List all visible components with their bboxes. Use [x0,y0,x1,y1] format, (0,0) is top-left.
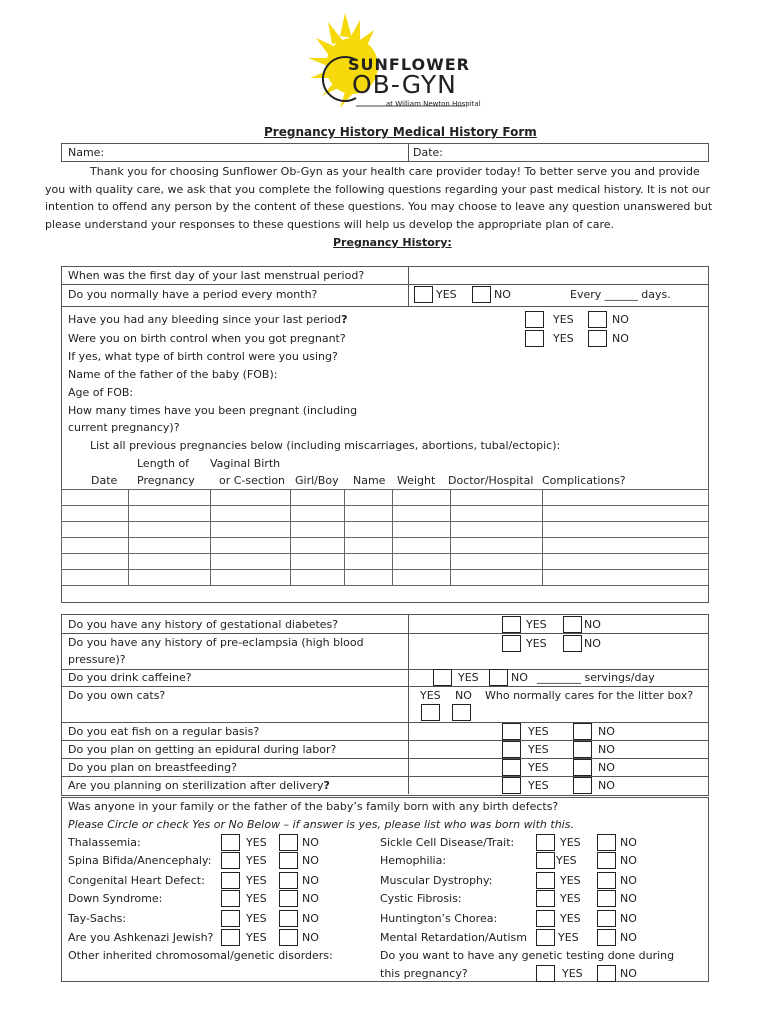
down-syndrome-no-label: NO [302,892,319,905]
hemophilia-no-checkbox[interactable] [597,852,616,869]
intro-line-4: please understand your responses to these questions will help us develop the appropriate plan of care. [45,218,615,231]
defect-spina-bifida: Spina Bifida/Anencephaly: [68,854,212,867]
hemophilia-no-label: NO [620,854,637,867]
birth-control-no-label: NO [612,332,629,345]
defect-down-syndrome: Down Syndrome: [68,892,163,905]
tay-sachs-yes-label: YES [246,912,267,925]
q-fob-age: Age of FOB: [68,386,134,399]
defect-mental-retardation: Mental Retardation/Autism [380,931,527,944]
defect-cystic-fibrosis: Cystic Fibrosis: [380,892,462,905]
thalassemia-no-label: NO [302,836,319,849]
q-times-pregnant-1: How many times have you been pregnant (including [68,404,358,417]
col-doctor: Doctor/Hospital [448,474,534,487]
q-other-disorders: Other inherited chromosomal/genetic disorders: [68,949,333,962]
ashkenazi-yes-label: YES [246,931,267,944]
diabetes-yes-checkbox[interactable] [502,616,521,633]
q-sterilization [68,779,330,793]
diabetes-no-label: NO [584,618,601,631]
logo-line3: at William Newton Hospital [386,100,481,108]
col-girlboy: Girl/Boy [295,474,339,487]
name-field[interactable] [110,145,400,160]
ashkenazi-no-checkbox[interactable] [279,929,298,946]
preeclampsia-no-label: NO [584,637,601,650]
q-times-pregnant-2: current pregnancy)? [68,421,180,434]
q-caffeine: Do you drink caffeine? [68,671,192,684]
huntingtons-no-checkbox[interactable] [597,910,616,927]
epidural-no-checkbox[interactable] [573,741,592,758]
cats-yes-label: YES [420,689,441,702]
q-bleeding-text: Have you had any bleeding since your last period [68,313,342,326]
cystic-fibrosis-no-label: NO [620,892,637,905]
col-name: Name [353,474,386,487]
intro-line-1: Thank you for choosing Sunflower Ob-Gyn as your health care provider today! To better serve you and provide [90,165,700,178]
intro-line-2: you with quality care, we ask that you complete the following questions regarding your past medical history. It is not our [45,183,711,196]
page-title: Pregnancy History Medical History Form [264,125,537,139]
cats-no-checkbox[interactable] [452,704,471,721]
col-complications: Complications? [542,474,626,487]
q-preeclampsia-1: Do you have any history of pre-eclampsia (high blood [68,636,364,649]
hemophilia-yes-label: YES [556,854,577,867]
bleeding-no-checkbox[interactable] [588,311,607,328]
defect-hemophilia: Hemophilia: [380,854,447,867]
tay-sachs-yes-checkbox[interactable] [221,910,240,927]
breastfeeding-no-label: NO [598,761,615,774]
muscular-dystrophy-yes-checkbox[interactable] [536,872,555,889]
preeclampsia-yes-checkbox[interactable] [502,635,521,652]
defect-tay-sachs: Tay-Sachs: [68,912,127,925]
huntingtons-yes-checkbox[interactable] [536,910,555,927]
fish-no-checkbox[interactable] [573,723,592,740]
birth-defects-question: Was anyone in your family or the father of the baby’s family born with any birth defects? [68,800,559,813]
tay-sachs-no-label: NO [302,912,319,925]
birth-control-no-checkbox[interactable] [588,330,607,347]
q-sterilization-mark: ? [323,779,330,792]
sterilization-yes-label: YES [528,779,549,792]
birth-control-yes-checkbox[interactable] [525,330,544,347]
table-row [62,570,709,586]
q-gestational-diabetes: Do you have any history of gestational diabetes? [68,618,339,631]
defect-muscular-dystrophy: Muscular Dystrophy: [380,874,493,887]
col-weight: Weight [397,474,436,487]
q-sterilization-text: Are you planning on sterilization after delivery [68,779,324,792]
mental-retardation-no-checkbox[interactable] [597,929,616,946]
date-label: Date: [413,146,443,159]
ashkenazi-no-label: NO [302,931,319,944]
defect-sickle-cell: Sickle Cell Disease/Trait: [380,836,515,849]
fish-no-label: NO [598,725,615,738]
table-row [62,522,709,538]
caffeine-yes-label: YES [458,671,479,684]
col-pregnancy: Pregnancy [137,474,195,487]
huntingtons-no-label: NO [620,912,637,925]
period-yes-checkbox[interactable] [414,286,433,303]
q-epidural: Do you plan on getting an epidural during labor? [68,743,337,756]
table-row [62,554,709,570]
sickle-cell-yes-label: YES [560,836,581,849]
q-birth-control: Were you on birth control when you got pregnant? [68,332,346,345]
caffeine-no-label: NO [511,671,528,684]
col-length-top: Length of [137,457,190,470]
diabetes-no-checkbox[interactable] [563,616,582,633]
mental-retardation-yes-checkbox[interactable] [536,929,555,946]
name-label: Name: [68,146,105,159]
bleeding-no-label: NO [612,313,629,326]
thalassemia-no-checkbox[interactable] [279,834,298,851]
q-bleeding [68,313,348,327]
tay-sachs-no-checkbox[interactable] [279,910,298,927]
q-period-every-month: Do you normally have a period every month? [68,288,318,301]
spina-bifida-yes-checkbox[interactable] [221,852,240,869]
thalassemia-yes-checkbox[interactable] [221,834,240,851]
sterilization-no-label: NO [598,779,615,792]
sickle-cell-yes-checkbox[interactable] [536,834,555,851]
q-own-cats: Do you own cats? [68,689,166,702]
cystic-fibrosis-no-checkbox[interactable] [597,890,616,907]
sickle-cell-no-checkbox[interactable] [597,834,616,851]
genetic-testing-no-label: NO [620,967,637,980]
huntingtons-yes-label: YES [560,912,581,925]
heart-no-checkbox[interactable] [279,872,298,889]
genetic-testing-yes-checkbox[interactable] [536,965,555,982]
sterilization-yes-checkbox[interactable] [502,777,521,794]
table-row [62,506,709,522]
q-genetic-testing-2: this pregnancy? [380,967,468,980]
muscular-dystrophy-no-checkbox[interactable] [597,872,616,889]
cystic-fibrosis-yes-checkbox[interactable] [536,890,555,907]
defect-huntingtons: Huntington’s Chorea: [380,912,498,925]
hemophilia-yes-checkbox[interactable] [536,852,555,869]
muscular-dystrophy-yes-label: YES [560,874,581,887]
period-no-label: NO [494,288,511,301]
thalassemia-yes-label: YES [246,836,267,849]
fish-yes-label: YES [528,725,549,738]
heart-no-label: NO [302,874,319,887]
intro-line-3: intention to offend any person by the content of these questions. You may choose to leave any question unanswered but [45,200,713,213]
preeclampsia-yes-label: YES [526,637,547,650]
period-every-days: Every ______ days. [570,288,671,301]
defect-thalassemia: Thalassemia: [68,836,141,849]
down-syndrome-no-checkbox[interactable] [279,890,298,907]
pregnancies-table [61,489,709,586]
q-bleeding-mark: ? [341,313,348,326]
caffeine-yes-checkbox[interactable] [433,669,452,686]
table-row [62,490,709,506]
logo-line2: OB-GYN [352,70,457,99]
bleeding-yes-label: YES [553,313,574,326]
muscular-dystrophy-no-label: NO [620,874,637,887]
litter-box-question: Who normally cares for the litter box? [485,689,694,702]
breastfeeding-yes-checkbox[interactable] [502,759,521,776]
q-breastfeeding: Do you plan on breastfeeding? [68,761,237,774]
birth-control-yes-label: YES [553,332,574,345]
caffeine-servings: ________ servings/day [537,671,655,684]
q-birth-control-type: If yes, what type of birth control were you using? [68,350,338,363]
sterilization-no-checkbox[interactable] [573,777,592,794]
birth-defects-instruction: Please Circle or check Yes or No Below – if answer is yes, please list who was born with this. [68,818,574,831]
q-eat-fish: Do you eat fish on a regular basis? [68,725,260,738]
table-row [62,538,709,554]
period-no-checkbox[interactable] [472,286,491,303]
epidural-no-label: NO [598,743,615,756]
spina-bifida-no-checkbox[interactable] [279,852,298,869]
cats-no-label: NO [455,689,472,702]
col-vaginal-top: Vaginal Birth [210,457,281,470]
col-date: Date [91,474,118,487]
down-syndrome-yes-checkbox[interactable] [221,890,240,907]
preeclampsia-no-checkbox[interactable] [563,635,582,652]
fish-yes-checkbox[interactable] [502,723,521,740]
down-syndrome-yes-label: YES [246,892,267,905]
caffeine-no-checkbox[interactable] [489,669,508,686]
epidural-yes-checkbox[interactable] [502,741,521,758]
diabetes-yes-label: YES [526,618,547,631]
ashkenazi-yes-checkbox[interactable] [221,929,240,946]
period-yes-label: YES [436,288,457,301]
spina-bifida-no-label: NO [302,854,319,867]
cystic-fibrosis-yes-label: YES [560,892,581,905]
bleeding-yes-checkbox[interactable] [525,311,544,328]
spina-bifida-yes-label: YES [246,854,267,867]
breastfeeding-yes-label: YES [528,761,549,774]
genetic-testing-yes-label: YES [562,967,583,980]
epidural-yes-label: YES [528,743,549,756]
date-field[interactable] [450,145,700,160]
q-fob-name: Name of the father of the baby (FOB): [68,368,278,381]
list-pregnancies-label: List all previous pregnancies below (including miscarriages, abortions, tubal/ectopic): [90,439,561,452]
section-title: Pregnancy History: [333,236,452,249]
mental-retardation-no-label: NO [620,931,637,944]
sunflower-logo [300,8,481,113]
q-preeclampsia-2: pressure)? [68,653,126,666]
sickle-cell-no-label: NO [620,836,637,849]
genetic-testing-no-checkbox[interactable] [597,965,616,982]
mental-retardation-yes-label: YES [558,931,579,944]
heart-yes-checkbox[interactable] [221,872,240,889]
heart-yes-label: YES [246,874,267,887]
col-csection: or C-section [219,474,286,487]
breastfeeding-no-checkbox[interactable] [573,759,592,776]
q-ashkenazi: Are you Ashkenazi Jewish? [68,931,214,944]
q-last-menstrual-period: When was the first day of your last menstrual period? [68,269,365,282]
q-genetic-testing-1: Do you want to have any genetic testing done during [380,949,675,962]
cats-yes-checkbox[interactable] [421,704,440,721]
defect-heart: Congenital Heart Defect: [68,874,205,887]
logo-line1: SUNFLOWER [348,55,470,74]
